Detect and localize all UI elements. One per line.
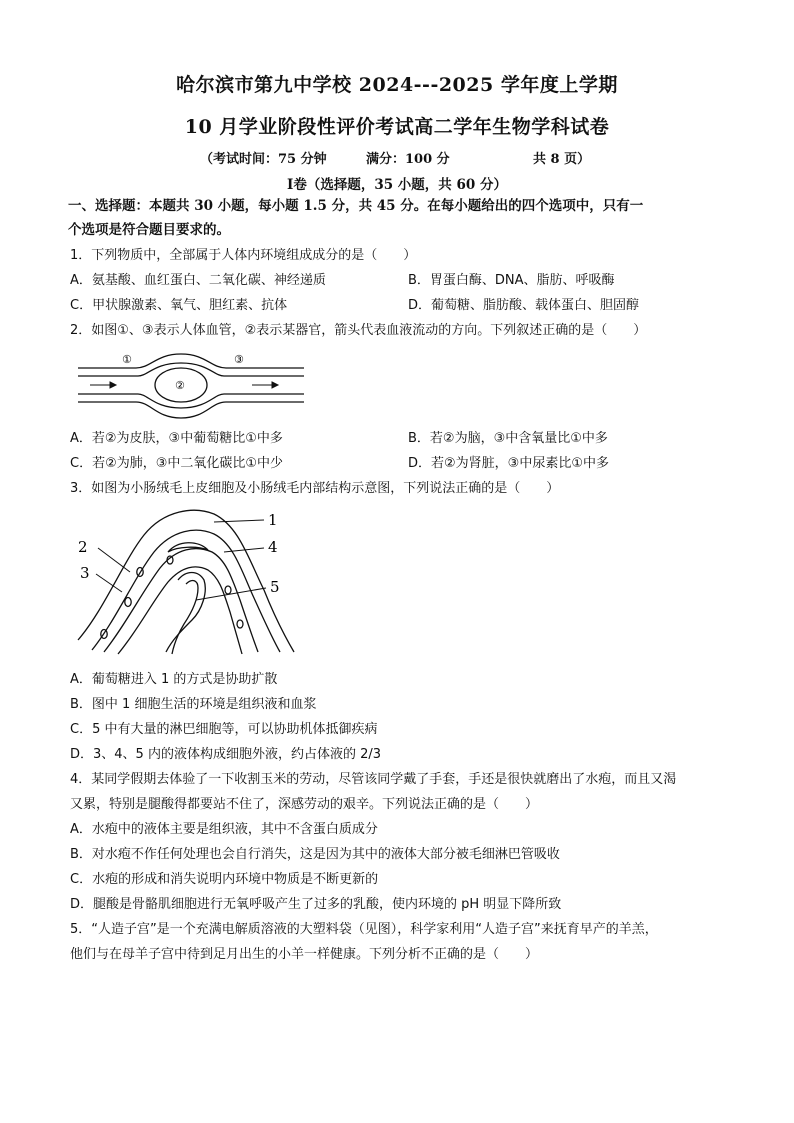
figure3-label-4: 4 — [268, 538, 278, 556]
figure3-label-3: 3 — [80, 564, 90, 582]
question-3-option-c: C．5 中有大量的淋巴细胞等，可以协助机体抵御疾病 — [70, 722, 378, 737]
exam-title-line1: 哈尔滨市第九中学校 2024---2025 学年度上学期 — [176, 74, 618, 96]
question-1-stem: 1．下列物质中，全部属于人体内环境组成成分的是（ ） — [70, 248, 417, 263]
question-4-stem-line2: 又累，特别是腿酸得都要站不住了，深感劳动的艰辛。下列说法正确的是（ ） — [70, 797, 539, 812]
question-4-option-d: D．腿酸是骨骼肌细胞进行无氧呼吸产生了过多的乳酸，使内环境的 pH 明显下降所致 — [70, 897, 562, 912]
question-2-option-d: D．若②为肾脏，③中尿素比①中多 — [408, 456, 609, 471]
question-3-option-a: A．葡萄糖进入 1 的方式是协助扩散 — [70, 672, 278, 687]
figure3-label-1: 1 — [268, 511, 278, 529]
question-5-stem-line2: 他们与在母羊子宫中待到足月出生的小羊一样健康。下列分析不正确的是（ ） — [70, 947, 539, 962]
question-4-option-b: B．对水疱不作任何处理也会自行消失，这是因为其中的液体大部分被毛细淋巴管吸收 — [70, 847, 560, 862]
figure2-label-2: ② — [175, 379, 185, 392]
question-3-option-b: B．图中 1 细胞生活的环境是组织液和血浆 — [70, 697, 317, 712]
question-4-option-c: C．水疱的形成和消失说明内环境中物质是不断更新的 — [70, 872, 379, 887]
question-4-stem-line1: 4．某同学假期去体验了一下收割玉米的劳动，尽管该同学戴了手套，手还是很快就磨出了水疱，而且又渴 — [70, 772, 677, 787]
question-2-option-a: A．若②为皮肤，③中葡萄糖比①中多 — [70, 431, 283, 446]
figure2-label-1: ① — [122, 353, 132, 366]
page-count: 共 8 页） — [533, 152, 591, 167]
question-1-option-d: D．葡萄糖、脂肪酸、载体蛋白、胆固醇 — [408, 298, 640, 313]
full-score: 满分：100 分 — [366, 152, 450, 167]
question-2-stem: 2．如图①、③表示人体血管，②表示某器官，箭头代表血液流动的方向。下列叙述正确的是（ ） — [70, 323, 647, 338]
intestinal-villus-diagram — [74, 500, 296, 656]
figure2-label-3: ③ — [234, 353, 244, 366]
question-1-option-b: B．胃蛋白酶、DNA、脂肪、呼吸酶 — [408, 273, 615, 288]
figure3-label-5: 5 — [270, 578, 280, 596]
instructions-line2: 个选项是符合题目要求的。 — [68, 222, 230, 238]
exam-title-line2: 10 月学业阶段性评价考试高二学年生物学科试卷 — [184, 116, 610, 138]
question-5-stem-line1: 5．“人造子宫”是一个充满电解质溶液的大塑料袋（见图），科学家利用“人造子宫”来抚育早产的羊羔， — [70, 922, 658, 937]
exam-time: （考试时间：75 分钟 — [200, 152, 327, 167]
question-1-option-c: C．甲状腺激素、氧气、胆红素、抗体 — [70, 298, 288, 313]
section-title: Ⅰ卷（选择题，35 小题，共 60 分） — [287, 177, 507, 193]
question-2-option-b: B．若②为脑，③中含氧量比①中多 — [408, 431, 608, 446]
question-4-option-a: A．水疱中的液体主要是组织液，其中不含蛋白质成分 — [70, 822, 378, 837]
question-3-stem: 3．如图为小肠绒毛上皮细胞及小肠绒毛内部结构示意图，下列说法正确的是（ ） — [70, 481, 560, 496]
question-1-option-a: A．氨基酸、血红蛋白、二氧化碳、神经递质 — [70, 273, 326, 288]
blood-vessel-diagram — [76, 348, 306, 424]
question-2-option-c: C．若②为肺，③中二氧化碳比①中少 — [70, 456, 284, 471]
figure3-label-2: 2 — [78, 538, 88, 556]
question-3-option-d: D．3、4、5 内的液体构成细胞外液，约占体液的 2/3 — [70, 747, 382, 762]
instructions-line1: 一、选择题：本题共 30 小题，每小题 1.5 分，共 45 分。在每小题给出的四个选项中，只有一 — [68, 198, 644, 214]
